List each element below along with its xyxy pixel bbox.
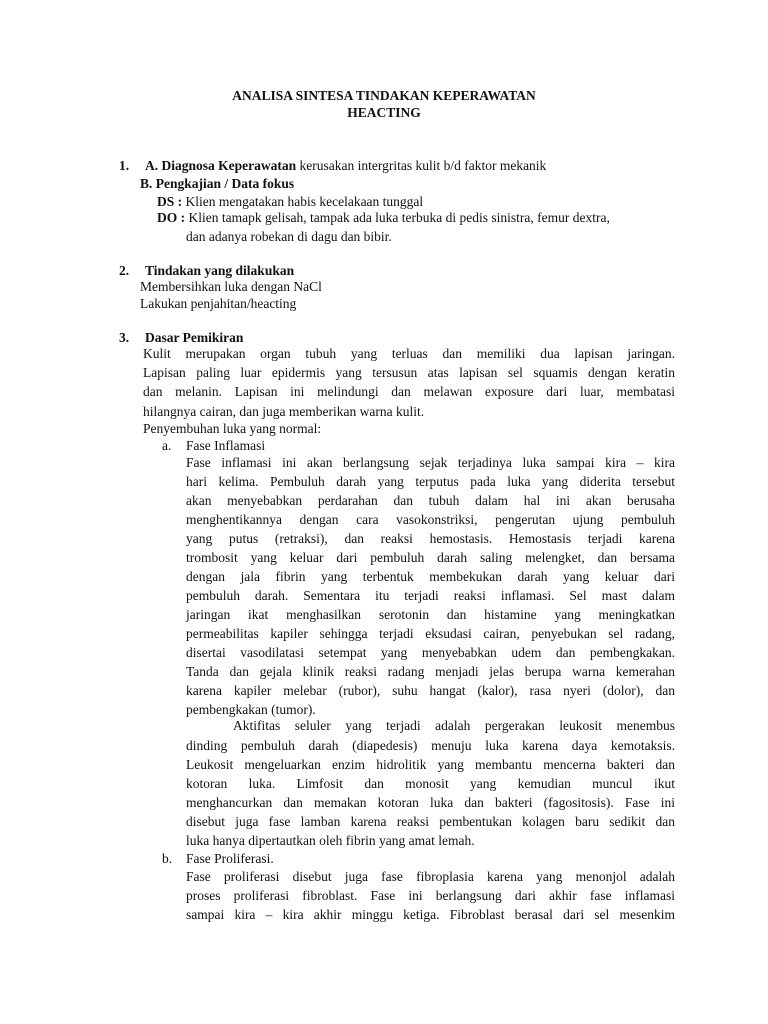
inflamasi-line: Tanda dan gejala klinik reaksi radang menjadi jelas berupa warna kemerahan [186,664,675,679]
tindakan-item: Membersihkan luka dengan NaCl [140,279,322,294]
inflamasi-line: Fase inflamasi ini akan berlangsung sejak terjadinya luka sampai kira – kira [186,455,675,470]
ds-label: DS : [157,194,183,209]
ds-text: Klien mengatakan habis kecelakaan tunggal [182,194,424,209]
section2-heading: Tindakan yang dilakukan [145,263,295,278]
inflamasi-line: hari kelima. Pembuluh darah yang terputus pada luka yang diderita tersebut [186,474,675,489]
section2-number: 2. [119,263,130,278]
intro-line: Kulit merupakan organ tubuh yang terluas dan memiliki dua lapisan jaringan. [143,346,675,361]
aktifitas-line: Aktifitas seluler yang terjadi adalah pergerakan leukosit menembus [233,718,675,733]
penyembuhan-heading: Penyembuhan luka yang normal: [143,421,322,436]
aktifitas-line: menghancurkan dan memakan kotoran luka dan bakteri (fagositosis). Fase ini [186,795,675,810]
inflamasi-line: karena kapiler melebar (rubor), suhu hangat (kalor), rasa nyeri (dolor), dan [186,683,675,698]
inflamasi-line: permeabilitas kapiler sehingga terjadi eksudasi cairan, penyebukan sel radang, [186,626,675,641]
fase-inflamasi-title: Fase Inflamasi [186,438,266,453]
section3-heading: Dasar Pemikiran [145,330,244,345]
aktifitas-line: kotoran luka. Limfosit dan monosit yang kemudian muncul ikut [186,776,675,791]
proliferasi-line: sampai kira – kira akhir minggu ketiga. Fibroblast berasal dari sel mesenkim [186,907,675,922]
inflamasi-line: pembuluh darah. Sementara itu terjadi reaksi inflamasi. Sel mast dalam [186,588,675,603]
inflamasi-line: yang putus (retraksi), dan reaksi hemostasis. Hemostasis terjadi karena [186,531,675,546]
tindakan-item: Lakukan penjahitan/heacting [140,296,297,311]
inflamasi-line: akan menyebabkan perdarahan dan tubuh dalam hal ini akan berusaha [186,493,675,508]
inflamasi-line: dengan jala fibrin yang terbentuk membekukan darah yang keluar dari [186,569,675,584]
do-line-continued: dan adanya robekan di dagu dan bibir. [186,229,392,244]
aktifitas-line: disebut juga fase lamban karena reaksi pembentukan kolagen baru sedikit dan [186,814,675,829]
list-marker-a: a. [162,438,172,453]
fase-proliferasi-title: Fase Proliferasi. [186,851,274,866]
inflamasi-line: trombosit yang keluar dari pembuluh darah saling melengket, dan bersama [186,550,675,565]
do-text: Klien tamapk gelisah, tampak ada luka terbuka di pedis sinistra, femur dextra, [185,210,610,225]
section3-number: 3. [119,330,130,345]
aktifitas-line: luka hanya dipertautkan oleh fibrin yang amat lemah. [186,833,475,848]
intro-line: Lapisan paling luar epidermis yang tersusun atas lapisan sel squamis dengan keratin [143,365,675,380]
list-marker-b: b. [162,851,173,866]
proliferasi-line: proses proliferasi fibroblast. Fase ini berlangsung dari akhir fase inflamasi [186,888,675,903]
proliferasi-line: Fase proliferasi disebut juga fase fibroplasia karena yang menonjol adalah [186,869,675,884]
do-line [157,208,610,227]
intro-line: dan melanin. Lapisan ini melindungi dan melawan exposure dari luar, membatasi [143,384,675,399]
section1-number: 1. [119,158,130,173]
inflamasi-line: pembengkakan (tumor). [186,702,316,717]
inflamasi-line: disertai vasodilatasi setempat yang menyebabkan udem dan pembengkakan. [186,645,675,660]
inflamasi-line: menghentikannya dengan cara vasokonstriksi, pengerutan ujung pembuluh [186,512,675,527]
diagnosa-text: kerusakan intergritas kulit b/d faktor mekanik [296,158,547,173]
do-label: DO : [157,210,186,225]
document-title: ANALISA SINTESA TINDAKAN KEPERAWATAN [232,88,536,103]
aktifitas-line: dinding pembuluh darah (diapedesis) menuju luka karena daya kemotaksis. [186,738,675,753]
diagnosa-line [145,156,546,175]
diagnosa-label: A. Diagnosa Keperawatan [145,158,297,173]
document-subtitle: HEACTING [347,105,421,120]
pengkajian-heading: B. Pengkajian / Data fokus [140,176,295,191]
intro-line: hilangnya cairan, dan juga memberikan warna kulit. [143,404,425,419]
inflamasi-line: jaringan ikat menghasilkan serotonin dan histamine yang meningkatkan [186,607,675,622]
aktifitas-line: Leukosit mengeluarkan enzim hidrolitik yang membantu mencerna bakteri dan [186,757,675,772]
